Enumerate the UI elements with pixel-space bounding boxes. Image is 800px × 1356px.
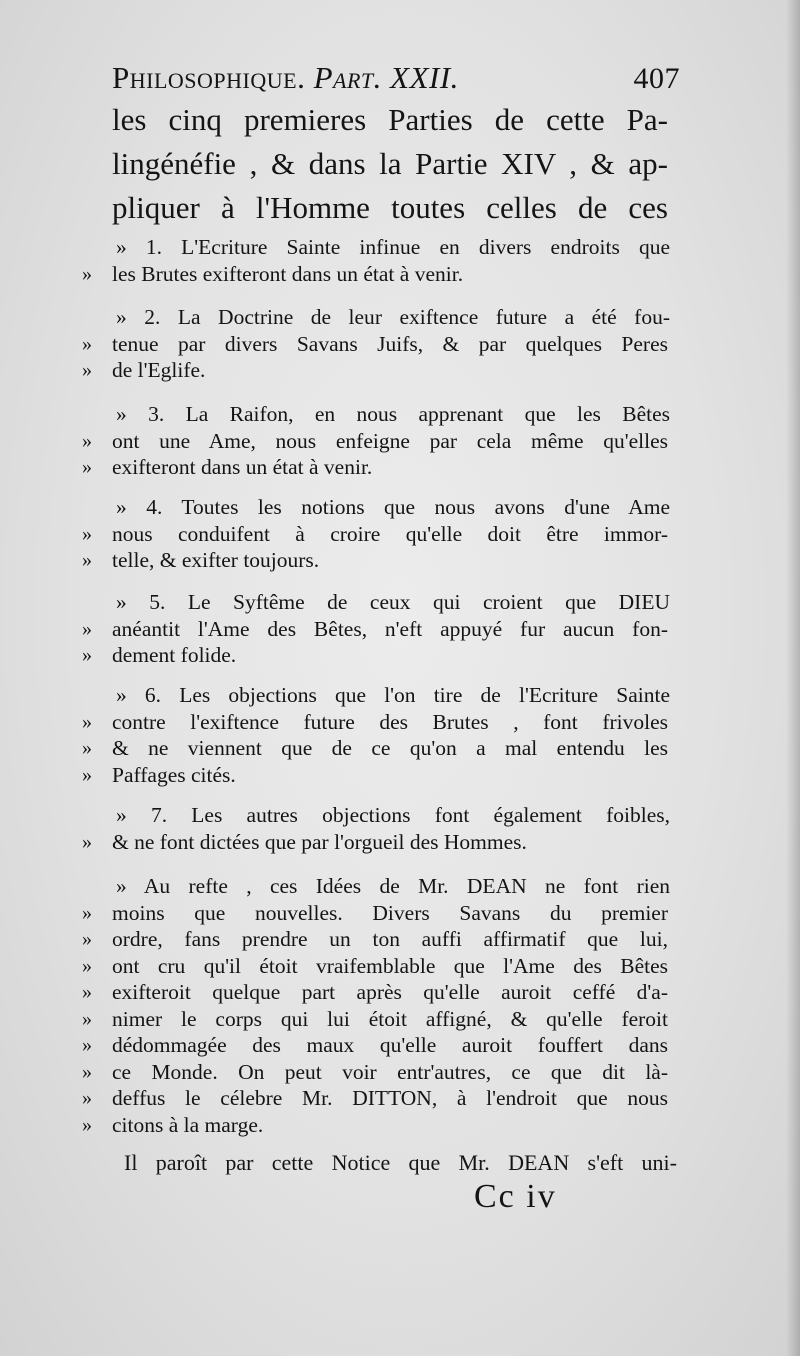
- quote-mark: »: [82, 710, 92, 733]
- quote-mark: »: [82, 981, 92, 1003]
- line-text: » 1. L'Ecriture Sainte infinue en divers endroits que: [116, 235, 670, 259]
- text-line: [82, 643, 668, 667]
- line-text: contre l'exiftence future des Brutes , font frivoles: [112, 709, 668, 734]
- line-text: » 5. Le Syftême de ceux qui croient que DIEU: [116, 590, 670, 614]
- line-text: exifteroit quelque part après qu'elle auroit ceffé d'a-: [112, 980, 668, 1004]
- quote-mark: »: [82, 830, 92, 853]
- quote-mark: »: [82, 262, 92, 285]
- intro-line: pliquer à l'Homme toutes celles de ces: [112, 190, 668, 225]
- line-text: » 3. La Raifon, en nous apprenant que les Bêtes: [116, 402, 670, 426]
- quote-mark: »: [82, 954, 92, 977]
- line-text: citons à la marge.: [112, 1112, 264, 1137]
- text-line: [82, 927, 668, 951]
- text-line: [82, 1006, 668, 1031]
- text-line: [82, 953, 668, 978]
- text-line: [116, 685, 670, 707]
- text-line: [82, 1112, 668, 1137]
- text-line: [82, 261, 668, 286]
- text-line: [116, 404, 670, 426]
- quote-mark: »: [82, 522, 92, 545]
- text-line: [82, 1086, 668, 1110]
- text-line: [116, 497, 670, 519]
- text-line: [82, 616, 668, 641]
- running-header: [112, 62, 680, 94]
- line-text: » 2. La Doctrine de leur exiftence future a été fou-: [116, 305, 670, 329]
- text-line: [116, 805, 670, 827]
- quote-mark: »: [82, 737, 92, 759]
- text-line: [116, 237, 670, 259]
- text-line: [82, 358, 668, 382]
- text-line: [82, 980, 668, 1004]
- quote-mark: »: [82, 1087, 92, 1109]
- line-text: deffus le célebre Mr. DITTON, à l'endroit que nous: [112, 1086, 668, 1110]
- part-label: Part. XXII.: [313, 60, 459, 95]
- line-text: & ne viennent que de ce qu'on a mal entendu les: [112, 736, 668, 760]
- intro-line: lingénéfie , & dans la Partie XIV , & ap-: [112, 146, 668, 181]
- line-text: » Au refte , ces Idées de Mr. DEAN ne font rien: [116, 874, 670, 898]
- line-text: » 7. Les autres objections font également foibles,: [116, 803, 670, 827]
- text-line: [82, 548, 668, 572]
- line-text: » 4. Toutes les notions que nous avons d'une Ame: [116, 495, 670, 519]
- quote-mark: »: [82, 1060, 92, 1083]
- page-number: 407: [633, 62, 680, 95]
- line-text: dédommagée des maux qu'elle auroit fouffert dans: [112, 1033, 668, 1057]
- running-title-text: Philosophique.: [112, 60, 314, 95]
- line-text: nous conduifent à croire qu'elle doit être immor-: [112, 521, 668, 546]
- quote-mark: »: [82, 901, 92, 924]
- running-title: [112, 62, 459, 93]
- text-line: [82, 1033, 668, 1057]
- text-line: [82, 762, 668, 787]
- text-line: [116, 307, 670, 329]
- line-text: » 6. Les objections que l'on tire de l'Ecriture Sainte: [116, 683, 670, 707]
- quote-mark: »: [82, 429, 92, 452]
- text-line: [82, 455, 668, 479]
- signature-mark: Cc iv: [474, 1178, 557, 1215]
- line-text: les Brutes exifteront dans un état à venir.: [112, 261, 464, 286]
- line-text: telle, & exifter toujours.: [112, 548, 320, 572]
- quote-mark: »: [82, 332, 92, 355]
- line-text: de l'Eglife.: [112, 358, 206, 382]
- final-line: Il paroît par cette Notice que Mr. DEAN s'eft uni-: [124, 1150, 677, 1175]
- text-line: [116, 876, 670, 898]
- page-edge-shadow: [786, 0, 800, 1356]
- quote-mark: »: [82, 456, 92, 478]
- text-line: [116, 592, 670, 614]
- quote-mark: »: [82, 763, 92, 786]
- text-line: [82, 736, 668, 760]
- line-text: ont cru qu'il étoit vraifemblable que l'Ame des Bêtes: [112, 953, 668, 978]
- line-text: exifteront dans un état à venir.: [112, 455, 373, 479]
- text-line: [82, 709, 668, 734]
- line-text: nimer le corps qui lui étoit affigné, & qu'elle feroit: [112, 1006, 668, 1031]
- quote-mark: »: [82, 1113, 92, 1136]
- line-text: dement folide.: [112, 643, 237, 667]
- quote-mark: »: [82, 928, 92, 950]
- quote-mark: »: [82, 617, 92, 640]
- line-text: moins que nouvelles. Divers Savans du premier: [112, 900, 668, 925]
- quote-mark: »: [82, 1007, 92, 1030]
- line-text: & ne font dictées que par l'orgueil des Hommes.: [112, 829, 527, 854]
- text-line: [82, 331, 668, 356]
- text-line: [82, 829, 668, 854]
- line-text: Paffages cités.: [112, 762, 236, 787]
- quote-mark: »: [82, 644, 92, 666]
- quote-mark: »: [82, 549, 92, 571]
- line-text: ont une Ame, nous enfeigne par cela même qu'elles: [112, 428, 668, 453]
- text-line: [82, 521, 668, 546]
- line-text: anéantit l'Ame des Bêtes, n'eft appuyé fur aucun fon-: [112, 616, 668, 641]
- line-text: ce Monde. On peut voir entr'autres, ce que dit là-: [112, 1059, 668, 1084]
- line-text: ordre, fans prendre un ton auffi affirmatif que lui,: [112, 927, 668, 951]
- text-line: [82, 1059, 668, 1084]
- quote-mark: »: [82, 359, 92, 381]
- text-line: [82, 900, 668, 925]
- text-line: [82, 428, 668, 453]
- line-text: tenue par divers Savans Juifs, & par quelques Peres: [112, 331, 668, 356]
- quote-mark: »: [82, 1034, 92, 1056]
- intro-line: les cinq premieres Parties de cette Pa-: [112, 102, 668, 137]
